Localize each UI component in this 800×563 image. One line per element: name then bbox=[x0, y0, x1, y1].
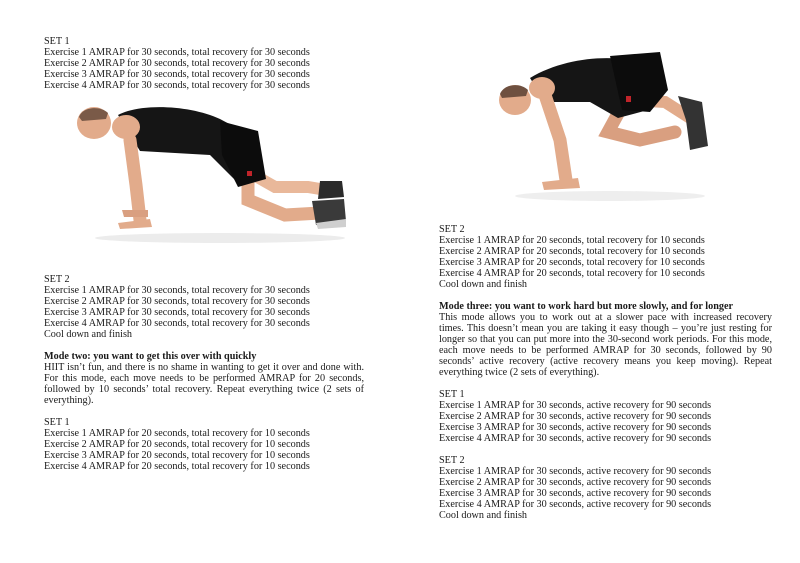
set-title: SET 1 bbox=[44, 417, 70, 428]
set-title: SET 2 bbox=[439, 455, 465, 466]
exercise-line: Exercise 1 AMRAP for 30 seconds, active recovery for 90 seconds bbox=[439, 400, 712, 411]
exercise-line: Exercise 4 AMRAP for 30 seconds, active recovery for 90 seconds bbox=[439, 433, 712, 444]
exercise-line: Exercise 2 AMRAP for 30 seconds, active recovery for 90 seconds bbox=[439, 477, 712, 488]
exercise-line: Exercise 2 AMRAP for 20 seconds, total recovery for 10 seconds bbox=[44, 439, 310, 450]
mode-three-body: This mode allows you to work out at a slower pace with increased recovery times. This doesn’t mean you are taking it easy though – you’re just resting for longer so that you can put more into the 30-second work periods. For this mode, each move needs to be performed AMRAP for 30 seconds, followed by 90 seconds’ active recovery (active recovery means you keep moving). Repeat everything twice (2 sets of everything). bbox=[439, 312, 772, 378]
exercise-line: Exercise 4 AMRAP for 30 seconds, active recovery for 90 seconds bbox=[439, 499, 712, 510]
exercise-line: Exercise 1 AMRAP for 30 seconds, active recovery for 90 seconds bbox=[439, 466, 712, 477]
exercise-line: Exercise 4 AMRAP for 20 seconds, total recovery for 10 seconds bbox=[44, 461, 310, 472]
cool-down-line: Cool down and finish bbox=[439, 510, 528, 521]
exercise-line: Exercise 1 AMRAP for 30 seconds, total recovery for 30 seconds bbox=[44, 285, 310, 296]
left-bottom-block bbox=[44, 274, 364, 472]
exercise-line: Exercise 2 AMRAP for 30 seconds, active recovery for 90 seconds bbox=[439, 411, 712, 422]
right-block bbox=[439, 224, 772, 521]
exercise-line: Exercise 3 AMRAP for 30 seconds, total recovery for 30 seconds bbox=[44, 69, 310, 80]
exercise-line: Exercise 2 AMRAP for 30 seconds, total recovery for 30 seconds bbox=[44, 58, 310, 69]
exercise-line: Exercise 2 AMRAP for 20 seconds, total recovery for 10 seconds bbox=[439, 246, 705, 257]
exercise-line: Exercise 1 AMRAP for 20 seconds, total recovery for 10 seconds bbox=[439, 235, 705, 246]
exercise-line: Exercise 4 AMRAP for 20 seconds, total recovery for 10 seconds bbox=[439, 268, 705, 279]
set-title: SET 1 bbox=[44, 36, 70, 47]
exercise-line: Exercise 1 AMRAP for 20 seconds, total recovery for 10 seconds bbox=[44, 428, 310, 439]
left-set1-block bbox=[44, 36, 364, 91]
mode-two-body: HIIT isn’t fun, and there is no shame in wanting to get it over and done with. For this mode, each move needs to be performed AMRAP for 20 seconds, followed by 10 seconds’ total recovery. Repeat everything twice (2 sets of everything). bbox=[44, 362, 364, 406]
set-title: SET 1 bbox=[439, 389, 465, 400]
mode-two-heading: Mode two: you want to get this over with quickly bbox=[44, 351, 257, 362]
exercise-line: Exercise 3 AMRAP for 30 seconds, total recovery for 30 seconds bbox=[44, 307, 310, 318]
exercise-line: Exercise 3 AMRAP for 20 seconds, total recovery for 10 seconds bbox=[44, 450, 310, 461]
exercise-line: Exercise 2 AMRAP for 30 seconds, total recovery for 30 seconds bbox=[44, 296, 310, 307]
cool-down-line: Cool down and finish bbox=[44, 329, 133, 340]
exercise-line: Exercise 3 AMRAP for 30 seconds, active recovery for 90 seconds bbox=[439, 488, 712, 499]
exercise-line: Exercise 4 AMRAP for 30 seconds, total recovery for 30 seconds bbox=[44, 318, 310, 329]
exercise-line: Exercise 3 AMRAP for 30 seconds, active recovery for 90 seconds bbox=[439, 422, 712, 433]
exercise-line: Exercise 3 AMRAP for 20 seconds, total recovery for 10 seconds bbox=[439, 257, 705, 268]
exercise-line: Exercise 4 AMRAP for 30 seconds, total recovery for 30 seconds bbox=[44, 80, 310, 91]
exercise-photo-mountain-climber bbox=[490, 40, 720, 210]
set-title: SET 2 bbox=[439, 224, 465, 235]
exercise-line: Exercise 1 AMRAP for 30 seconds, total recovery for 30 seconds bbox=[44, 47, 310, 58]
cool-down-line: Cool down and finish bbox=[439, 279, 528, 290]
mode-three-heading: Mode three: you want to work hard but more slowly, and for longer bbox=[439, 301, 734, 312]
exercise-photo-crawl bbox=[70, 95, 360, 255]
set-title: SET 2 bbox=[44, 274, 70, 285]
